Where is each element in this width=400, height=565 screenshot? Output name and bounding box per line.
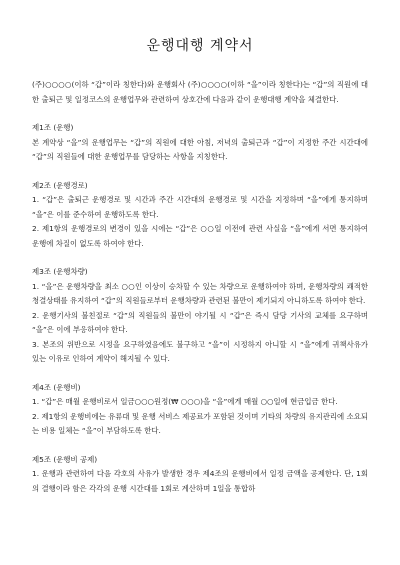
article-4: [32, 381, 368, 439]
article-heading: 제4조 (운행비): [32, 382, 81, 392]
article-heading: 제5조 (운행비 공제): [32, 454, 98, 464]
article-item: 1. “갑”은 출퇴근 운행경로 및 시간과 주간 시간대의 운행경로 및 시간을 지정하며 “을”에게 통지하며 “을”은 이를 준수하여 운행하도록 한다.: [32, 195, 368, 219]
article-item: 1. 운행과 관련하여 다음 각호의 사유가 발생한 경우 제4조의 운행비에서 일정 금액을 공제한다. 단, 1회의 결행이라 함은 각각의 운행 시간대를 1회로 계산하며 1일을 통합하: [32, 469, 368, 493]
article-item: 1. “을”은 운행차량을 최소 ○○인 이상이 승차할 수 있는 차량으로 운행하여야 하며, 운행차량의 쾌적한 청결상태를 유지하여 “갑”의 직원들로부터 운행차량과 관련된 불만이 제기되지 아니하도록 하여야 한다.: [32, 281, 368, 305]
article-item: 3. 본조의 위반으로 시정을 요구하였음에도 불구하고 “을”이 시정하지 아니할 시 “을”에게 귀책사유가 있는 이유로 인하여 계약이 해지될 수 있다.: [32, 339, 368, 363]
article-item: 1. “갑”은 매월 운행비로서 일금○○○원정(₩ ○○○)을 “을”에게 매월 ○○일에 현금입금 한다.: [32, 397, 338, 406]
document-title: 운행대행 계약서: [146, 38, 254, 54]
article-item: 2. 제1항의 운행비에는 유류대 및 운행 서비스 제공료가 포함된 것이며 기타의 차량의 유지관리에 소요되는 비용 일체는 “을”이 부담하도록 한다.: [32, 411, 368, 435]
article-heading: 제3조 (운행차량): [32, 267, 88, 276]
article-heading: 제1조 (운행): [32, 123, 74, 132]
intro-paragraph: (주)○○○○(이하 “갑”이라 칭한다)와 운행회사 (주)○○○○(이하 “을”이라 칭한다)는 “갑”의 직원에 대한 출퇴근 및 일정코스의 운행업무와 관련하여 상호간에 다음과 같이 운행대행 계약을 체결한다.: [32, 80, 368, 104]
article-1: [32, 121, 368, 165]
article-item: 2. 운행기사의 불친절로 “갑”의 직원들의 불만이 야기될 시 “갑”은 즉시 담당 기사의 교체를 요구하며 “을”은 이에 부응하여야 한다.: [32, 310, 368, 334]
article-2: [32, 179, 368, 252]
article-heading: 제2조 (운행경로): [32, 180, 88, 190]
article-item: 본 계약상 “을”의 운행업무는 “갑”의 직원에 대한 아침, 저녁의 출퇴근과 “갑”이 지정한 주간 시간대에 “갑”의 직원들에 대한 운행업무를 담당하는 사항을 지칭한다.: [32, 137, 368, 161]
article-3: [32, 265, 368, 367]
article-item: 2. 제1항의 운행경로의 변경이 있을 시에는 “갑”은 ○○일 이전에 관련 사실을 “을”에게 서면 통지하여 운행에 차질이 없도록 하여야 한다.: [32, 224, 368, 248]
article-5: [32, 453, 368, 497]
